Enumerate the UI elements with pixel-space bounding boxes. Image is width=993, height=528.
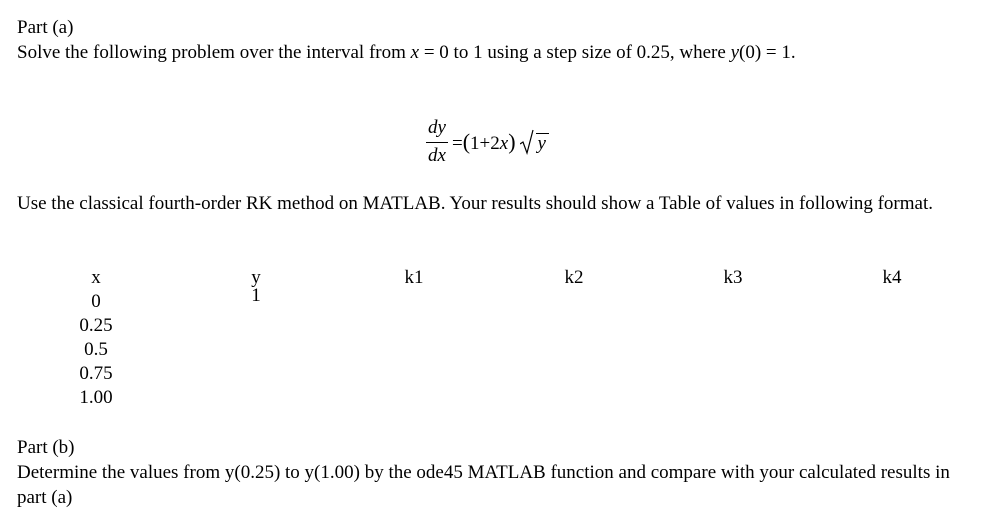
table-cell-x: 0 <box>91 291 101 312</box>
table-header-x: x <box>91 267 101 288</box>
problem-variable-x: x <box>410 42 420 63</box>
table-cell-x: 0.25 <box>79 315 113 336</box>
problem-text-middle: = 0 to 1 using a step size of 0.25, where <box>419 42 731 63</box>
part-b-heading: Part (b) <box>17 437 75 458</box>
table-header-k1: k1 <box>404 267 424 288</box>
problem-text-prefix: Solve the following problem over the interval from <box>17 42 411 63</box>
table-header-k4: k4 <box>882 267 902 288</box>
problem-text-suffix: (0) = 1. <box>739 42 796 63</box>
table-header-k2: k2 <box>564 267 584 288</box>
coefficient-two: 2 <box>490 133 500 154</box>
equation-right-side <box>452 130 549 156</box>
table-cell-x: 0.5 <box>84 339 108 360</box>
square-root <box>532 132 549 156</box>
table-cell-x: 1.00 <box>79 387 113 408</box>
instruction-text: Use the classical fourth-order RK method on MATLAB. Your results should show a Table of values in following format. <box>17 193 933 214</box>
open-paren: ( <box>462 129 471 154</box>
part-a-problem-statement <box>17 42 796 65</box>
fraction-denominator: dx <box>428 145 446 166</box>
sqrt-argument: y <box>536 133 549 154</box>
problem-variable-y: y <box>730 42 740 63</box>
fraction-bar <box>426 142 448 143</box>
fraction-numerator: dy <box>428 117 446 138</box>
equals-sign: = <box>452 133 463 154</box>
radical-sign-icon <box>520 129 534 155</box>
close-paren: ) <box>508 129 516 154</box>
term-one: 1 <box>470 133 480 154</box>
table-header-k3: k3 <box>723 267 743 288</box>
table-header-y: y <box>251 267 261 288</box>
term-variable-x: x <box>499 133 509 154</box>
plus-sign: + <box>479 133 491 154</box>
part-b-text: Determine the values from y(0.25) to y(1.00) by the ode45 MATLAB function and compare with your calculated results in part (a) <box>17 462 950 509</box>
differential-equation <box>424 118 604 172</box>
part-a-heading: Part (a) <box>17 17 74 38</box>
table-cell-x: 0.75 <box>79 363 113 384</box>
table-cell-y: 1 <box>251 285 261 306</box>
